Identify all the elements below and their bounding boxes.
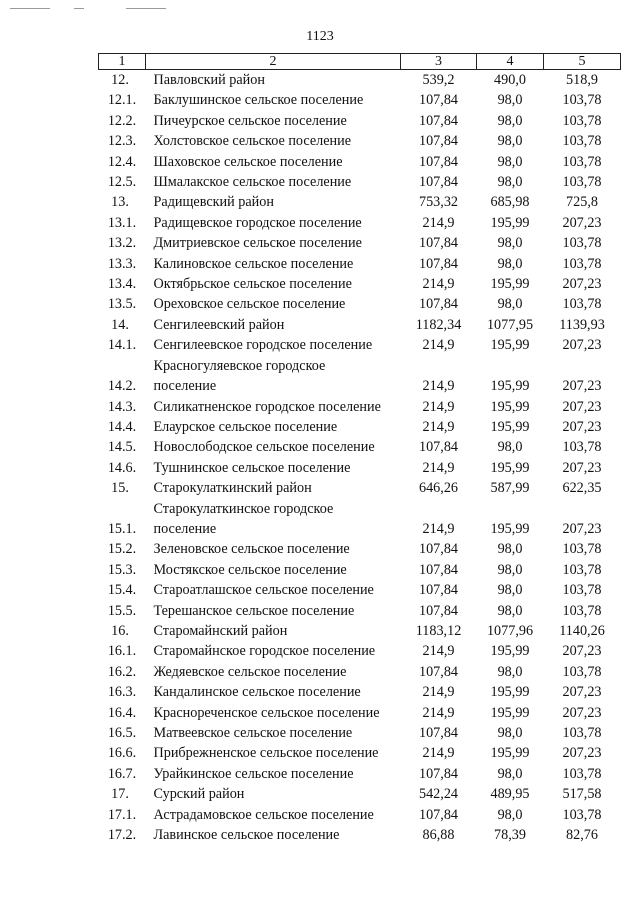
value-col-4: 98,0	[497, 602, 523, 619]
table-row	[99, 703, 621, 723]
value-col-3: 107,84	[418, 174, 458, 191]
row-number: 14.5.	[107, 439, 137, 456]
row-name-text: Холстовское сельское поселение	[153, 133, 352, 150]
row-name	[146, 90, 401, 110]
table-row	[99, 192, 621, 212]
row-name	[146, 682, 401, 702]
value-col-5: 207,23	[562, 378, 602, 395]
table-row	[99, 111, 621, 131]
value-col-4: 195,99	[490, 418, 530, 435]
row-name-text: Мостякское сельское поселение	[153, 561, 347, 578]
value-col-4: 685,98	[490, 194, 530, 211]
table-row	[99, 723, 621, 743]
row-name	[146, 764, 401, 784]
table-row	[99, 172, 621, 192]
row-number: 12.2.	[107, 112, 137, 129]
row-name	[146, 703, 401, 723]
value-col-5: 207,23	[562, 214, 602, 231]
value-col-3: 542,24	[418, 786, 458, 803]
value-col-5: 518,9	[566, 72, 598, 88]
value-col-4: 98,0	[497, 561, 523, 578]
table-row	[99, 254, 621, 274]
row-name-text: Старомайнское городское поселение	[153, 643, 376, 660]
value-col-3: 107,84	[418, 765, 458, 782]
row-number: 12.4.	[107, 153, 137, 170]
row-name	[146, 784, 401, 804]
table-row	[99, 397, 621, 417]
table-row	[99, 152, 621, 172]
row-name	[146, 437, 401, 457]
table-row	[99, 458, 621, 478]
value-col-5: 207,23	[562, 276, 602, 293]
row-number: 12.1.	[107, 92, 137, 109]
value-col-5: 103,78	[562, 439, 602, 456]
row-name	[146, 397, 401, 417]
table-row	[99, 499, 621, 540]
header-col-3: 3	[401, 54, 477, 70]
row-name-text: Радищевское городское поселение	[153, 214, 362, 231]
value-col-4: 195,99	[490, 459, 530, 476]
table-row	[99, 764, 621, 784]
value-col-5: 103,78	[562, 765, 602, 782]
row-number: 16.2.	[107, 663, 137, 680]
value-col-5: 207,23	[562, 398, 602, 415]
value-col-3: 107,84	[418, 439, 458, 456]
row-name-text: Урайкинское сельское поселение	[153, 765, 354, 782]
table-row	[99, 294, 621, 314]
row-name	[146, 641, 401, 661]
value-col-5: 103,78	[562, 255, 602, 272]
value-col-3: 1183,12	[415, 622, 462, 639]
value-col-3: 214,9	[422, 704, 455, 721]
table-row	[99, 478, 621, 498]
row-number: 16.1.	[107, 643, 137, 660]
row-number: 15.3.	[107, 561, 137, 578]
value-col-5: 1139,93	[559, 316, 605, 333]
value-col-5: 103,78	[562, 582, 602, 599]
row-name-text: Староатлашское сельское поселение	[153, 582, 374, 599]
value-col-3: 214,9	[422, 398, 455, 415]
value-col-5: 103,78	[562, 174, 602, 191]
row-name	[146, 743, 401, 763]
value-col-3: 214,9	[422, 418, 455, 435]
value-col-5: 207,23	[562, 684, 602, 701]
value-col-4: 78,39	[494, 827, 526, 844]
table-row	[99, 682, 621, 702]
row-name-text: Красногуляевское городское	[153, 357, 326, 374]
row-name	[146, 274, 401, 294]
value-col-5: 103,78	[562, 561, 602, 578]
value-col-3: 107,84	[418, 806, 458, 823]
value-col-3: 214,9	[422, 214, 455, 231]
row-name	[146, 294, 401, 314]
row-number: 14.2.	[107, 378, 137, 395]
row-name	[146, 621, 401, 641]
value-col-3: 107,84	[418, 235, 458, 252]
value-col-4: 98,0	[497, 112, 523, 129]
table-row	[99, 539, 621, 559]
table-row	[99, 805, 621, 825]
value-col-3: 107,84	[418, 582, 458, 599]
row-name-text: Калиновское сельское поселение	[153, 255, 354, 272]
value-col-3: 107,84	[418, 602, 458, 619]
value-col-4: 98,0	[497, 582, 523, 599]
value-col-3: 1182,34	[415, 316, 462, 333]
row-number: 13.5.	[107, 296, 137, 313]
value-col-5: 622,35	[562, 480, 602, 497]
row-name-text: Баклушинское сельское поселение	[153, 92, 364, 109]
table-row	[99, 335, 621, 355]
value-col-4: 98,0	[497, 725, 523, 741]
value-col-5: 103,78	[562, 235, 602, 252]
table-row	[99, 90, 621, 110]
value-col-4: 98,0	[497, 541, 523, 558]
value-col-3: 107,84	[418, 92, 458, 109]
row-number: 16.3.	[107, 684, 137, 701]
row-number: 15.	[111, 480, 129, 497]
table-row	[99, 356, 621, 397]
row-name-text: Прибрежненское сельское поселение	[153, 745, 379, 762]
data-table-container	[98, 53, 620, 845]
value-col-5: 1140,26	[559, 622, 605, 639]
value-col-5: 103,78	[562, 725, 602, 741]
value-col-4: 195,99	[490, 378, 530, 395]
row-name-text: Силикатненское городское поселение	[153, 398, 381, 415]
value-col-3: 107,84	[418, 112, 458, 129]
value-col-4: 98,0	[497, 255, 523, 272]
value-col-4: 195,99	[490, 643, 530, 660]
table-row	[99, 233, 621, 253]
row-name-text: Дмитриевское сельское поселение	[153, 235, 362, 252]
value-col-3: 107,84	[418, 561, 458, 578]
row-name	[146, 356, 401, 397]
row-number: 15.1.	[107, 520, 137, 537]
value-col-3: 107,84	[418, 663, 458, 680]
value-col-3: 646,26	[418, 480, 458, 497]
value-col-4: 489,95	[490, 786, 530, 803]
row-name-text: Астрадамовское сельское поселение	[153, 806, 374, 823]
table-row	[99, 601, 621, 621]
row-name-text: Шаховское сельское поселение	[153, 153, 343, 170]
value-col-5: 103,78	[562, 806, 602, 823]
table-row	[99, 825, 621, 845]
row-name-text: Ореховское сельское поселение	[153, 296, 346, 313]
header-col-1: 1	[99, 54, 146, 70]
row-name-text: Сурский район	[153, 786, 245, 803]
row-name-text: Кандалинское сельское поселение	[153, 684, 361, 701]
data-table	[98, 53, 621, 845]
value-col-5: 103,78	[562, 153, 602, 170]
row-name-text: Шмалакское сельское поселение	[153, 174, 352, 191]
value-col-3: 214,9	[422, 745, 455, 762]
value-col-4: 1077,96	[486, 622, 534, 639]
value-col-3: 539,2	[422, 72, 455, 88]
row-name	[146, 458, 401, 478]
row-number: 14.1.	[107, 337, 137, 354]
row-name	[146, 70, 401, 91]
value-col-4: 98,0	[497, 133, 523, 150]
row-number: 16.4.	[107, 704, 137, 721]
value-col-4: 195,99	[490, 398, 530, 415]
value-col-3: 214,9	[422, 276, 455, 293]
row-name	[146, 172, 401, 192]
value-col-3: 753,32	[418, 194, 458, 211]
value-col-5: 103,78	[562, 296, 602, 313]
value-col-4: 98,0	[497, 235, 523, 252]
header-col-2: 2	[146, 54, 401, 70]
value-col-4: 98,0	[497, 92, 523, 109]
row-name	[146, 662, 401, 682]
table-row	[99, 662, 621, 682]
row-name	[146, 192, 401, 212]
row-name-text: Терешанское сельское поселение	[153, 602, 355, 619]
row-name-text-continued: поселение	[153, 378, 217, 395]
row-name-text: Старокулаткинское городское	[153, 500, 334, 517]
row-name	[146, 254, 401, 274]
value-col-5: 103,78	[562, 541, 602, 558]
table-row	[99, 70, 621, 91]
table-row	[99, 274, 621, 294]
value-col-5: 207,23	[562, 459, 602, 476]
row-number: 16.7.	[107, 765, 137, 782]
value-col-5: 207,23	[562, 337, 602, 354]
row-name	[146, 723, 401, 743]
row-name-text: Жедяевское сельское поселение	[153, 663, 347, 680]
row-number: 17.1.	[107, 806, 137, 823]
row-name-text: Тушнинское сельское поселение	[153, 459, 351, 476]
row-number: 16.5.	[107, 725, 137, 741]
value-col-3: 107,84	[418, 255, 458, 272]
table-body	[99, 70, 621, 846]
row-number: 16.6.	[107, 745, 137, 762]
value-col-4: 195,99	[490, 276, 530, 293]
row-number: 16.	[111, 622, 129, 639]
value-col-4: 587,99	[490, 480, 530, 497]
row-name-text: Сенгилеевский район	[153, 316, 285, 333]
row-number: 17.2.	[107, 827, 137, 844]
row-name	[146, 152, 401, 172]
table-row	[99, 621, 621, 641]
row-number: 13.	[111, 194, 129, 211]
row-number: 12.	[111, 72, 129, 88]
value-col-5: 82,76	[566, 827, 598, 844]
value-col-4: 195,99	[490, 684, 530, 701]
value-col-3: 214,9	[422, 684, 455, 701]
row-name-text: Радищевский район	[153, 194, 274, 211]
value-col-3: 107,84	[418, 541, 458, 558]
table-row	[99, 213, 621, 233]
value-col-3: 214,9	[422, 378, 455, 395]
value-col-5: 207,23	[562, 520, 602, 537]
value-col-5: 103,78	[562, 112, 602, 129]
row-number: 15.5.	[107, 602, 137, 619]
row-number: 14.4.	[107, 418, 137, 435]
row-number: 13.3.	[107, 255, 137, 272]
row-name	[146, 213, 401, 233]
scan-mark	[126, 8, 166, 9]
row-name	[146, 539, 401, 559]
value-col-3: 214,9	[422, 337, 455, 354]
table-row	[99, 417, 621, 437]
table-row	[99, 641, 621, 661]
row-name	[146, 335, 401, 355]
value-col-5: 517,58	[562, 786, 602, 803]
value-col-3: 107,84	[418, 296, 458, 313]
row-name-text: Краснореченское сельское поселение	[153, 704, 380, 721]
value-col-4: 98,0	[497, 439, 523, 456]
row-name	[146, 417, 401, 437]
value-col-5: 207,23	[562, 418, 602, 435]
row-number: 13.1.	[107, 214, 137, 231]
scan-mark	[74, 8, 84, 9]
table-row	[99, 784, 621, 804]
row-name	[146, 111, 401, 131]
value-col-4: 195,99	[490, 214, 530, 231]
row-number: 14.6.	[107, 459, 137, 476]
value-col-5: 207,23	[562, 745, 602, 762]
value-col-3: 107,84	[418, 133, 458, 150]
row-number: 13.4.	[107, 276, 137, 293]
value-col-5: 103,78	[562, 602, 602, 619]
row-number: 15.2.	[107, 541, 137, 558]
table-row	[99, 560, 621, 580]
row-name-text: Старомайнский район	[153, 622, 288, 639]
row-name-text: Павловский район	[153, 72, 265, 88]
row-name-text: Лавинское сельское поселение	[153, 827, 340, 844]
value-col-4: 195,99	[490, 520, 530, 537]
value-col-4: 490,0	[494, 72, 526, 88]
header-col-5: 5	[544, 54, 621, 70]
value-col-3: 214,9	[422, 459, 455, 476]
table-row	[99, 743, 621, 763]
header-col-4: 4	[477, 54, 544, 70]
value-col-5: 207,23	[562, 643, 602, 660]
value-col-3: 214,9	[422, 643, 455, 660]
row-name	[146, 233, 401, 253]
value-col-3: 107,84	[418, 725, 458, 741]
row-number: 14.	[111, 316, 129, 333]
scan-mark	[10, 8, 50, 9]
table-row	[99, 580, 621, 600]
row-name-text: Елаурское сельское поселение	[153, 418, 338, 435]
value-col-3: 86,88	[422, 827, 455, 844]
row-name	[146, 131, 401, 151]
value-col-4: 195,99	[490, 704, 530, 721]
row-name-text-continued: поселение	[153, 520, 217, 537]
row-number: 12.5.	[107, 174, 137, 191]
row-name	[146, 580, 401, 600]
value-col-4: 98,0	[497, 663, 523, 680]
row-number: 12.3.	[107, 133, 137, 150]
row-name-text: Зеленовское сельское поселение	[153, 541, 350, 558]
value-col-4: 98,0	[497, 174, 523, 191]
table-row	[99, 437, 621, 457]
value-col-4: 98,0	[497, 765, 523, 782]
value-col-4: 98,0	[497, 806, 523, 823]
value-col-5: 103,78	[562, 663, 602, 680]
row-name	[146, 601, 401, 621]
row-name-text: Новослободское сельское поселение	[153, 439, 375, 456]
row-name	[146, 315, 401, 335]
row-name	[146, 805, 401, 825]
value-col-3: 214,9	[422, 520, 455, 537]
row-number: 14.3.	[107, 398, 137, 415]
value-col-3: 107,84	[418, 153, 458, 170]
table-row	[99, 315, 621, 335]
value-col-4: 195,99	[490, 337, 530, 354]
header-row	[99, 54, 621, 70]
row-name-text: Октябрьское сельское поселение	[153, 276, 352, 293]
value-col-4: 195,99	[490, 745, 530, 762]
row-number: 13.2.	[107, 235, 137, 252]
value-col-5: 207,23	[562, 704, 602, 721]
row-number: 15.4.	[107, 582, 137, 599]
table-header	[99, 54, 621, 70]
row-number: 17.	[111, 786, 129, 803]
value-col-4: 1077,95	[486, 316, 534, 333]
value-col-4: 98,0	[497, 296, 523, 313]
row-name	[146, 825, 401, 845]
value-col-5: 725,8	[566, 194, 598, 211]
page-number: 1123	[306, 29, 334, 44]
value-col-4: 98,0	[497, 153, 523, 170]
value-col-5: 103,78	[562, 133, 602, 150]
row-name-text: Пичеурское сельское поселение	[153, 112, 347, 129]
row-name	[146, 478, 401, 498]
row-name-text: Сенгилеевское городское поселение	[153, 337, 373, 354]
table-row	[99, 131, 621, 151]
row-name-text: Матвеевское сельское поселение	[153, 725, 353, 741]
value-col-5: 103,78	[562, 92, 602, 109]
row-name	[146, 499, 401, 540]
row-name	[146, 560, 401, 580]
row-name-text: Старокулаткинский район	[153, 480, 312, 497]
